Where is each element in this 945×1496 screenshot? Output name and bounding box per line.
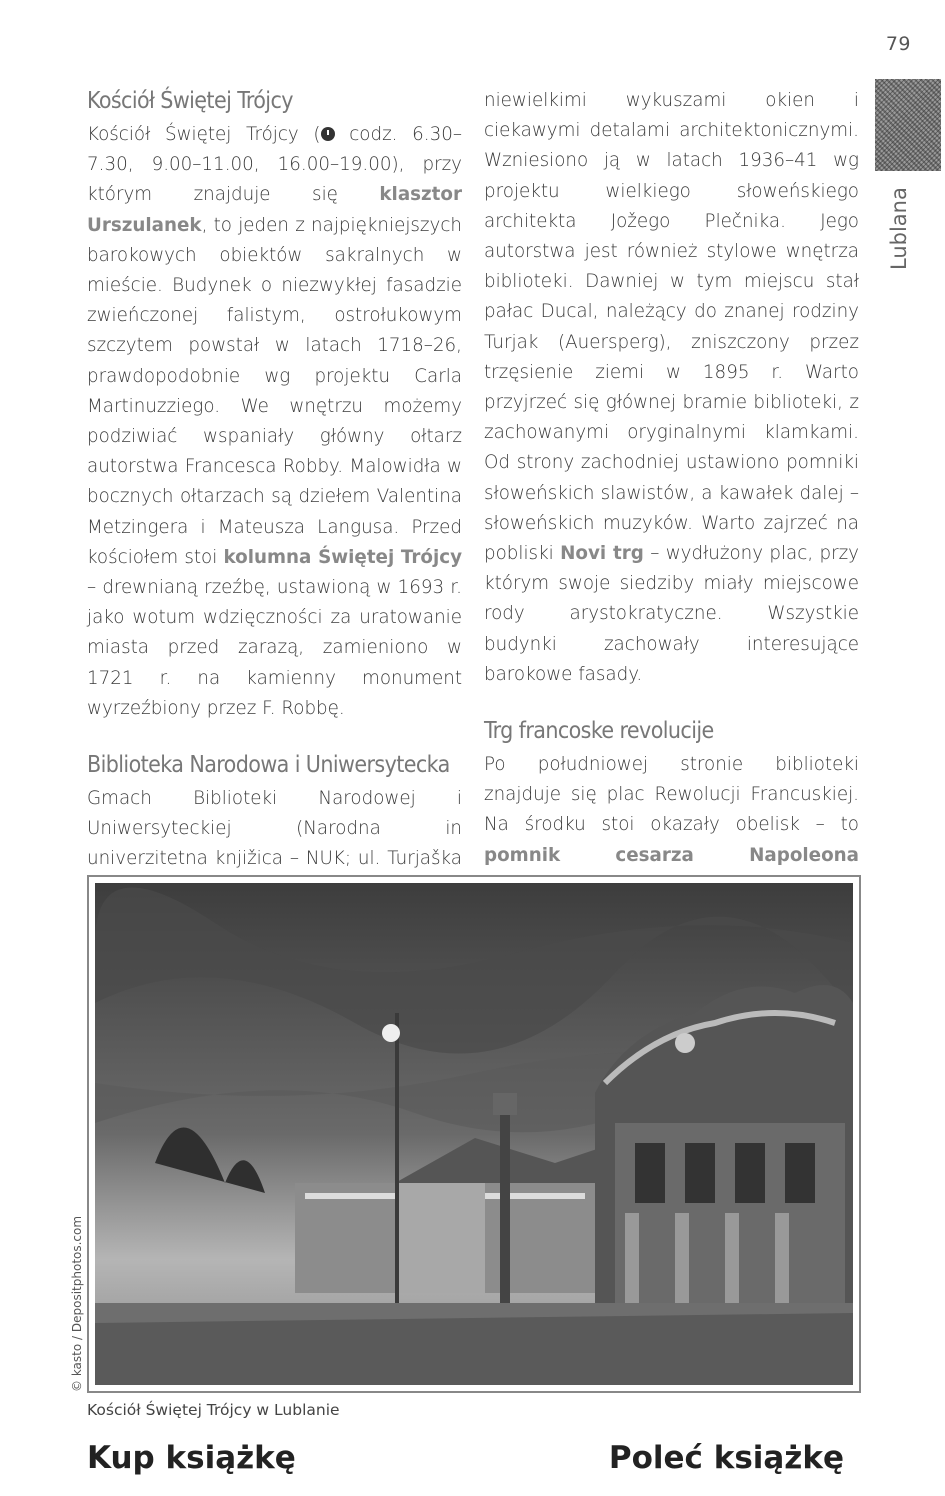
highlight-novi-trg: Novi trg <box>560 543 644 565</box>
buy-book-link[interactable]: Kup książkę <box>87 1440 296 1476</box>
highlight-ursuline-monastery: klasztor Urszulanek <box>87 184 462 236</box>
section-text: Gmach Biblioteki Narodowej i Uniwersyteckiej (Narodna in univerzitetna knjižica – NUK; ul. Turjaška <box>87 788 462 870</box>
text-run: Po południowej stronie biblioteki znajduje się plac Rewolucji Francuskiej. Na środku stoi okazały obelisk – to <box>484 754 859 836</box>
clock-icon <box>321 127 335 141</box>
text-run: – drewnianą rzeźbę, ustawioną w 1693 r. jako wotum wdzięczności za uratowanie miasta przed zarazą, zamieniono w 1721 r. na kamienny monument wyrzeźbiony przez F. Robbę. <box>87 577 462 719</box>
highlight-napoleon-monument: pomnik cesarza Napoleona <box>484 844 859 866</box>
text-run: niewielkimi wykuszami okien i ciekawymi detalami architektonicznymi. Wzniesiono ją w latach 1936–41 wg projektu wielkiego słoweńskiego architekta Jožego Plečnika. Jego autorstwa jest również stylowe wnętrza biblioteki. Dawniej w tym miejscu stał pałac Ducal, należący do znanej rodziny Turjak (Auersperg), zniszczony przez trzęsienie ziemi w 1895 r. Warto przyjrzeć się głównej bramie biblioteki, z zachowanymi oryginalnymi klamkami. Od strony zachodniej ustawiono pomniki słoweńskich slawistów, a kawałek dalej – słoweńskich muzyków. Warto zajrzeć na pobliski <box>484 90 859 565</box>
recommend-book-link[interactable]: Poleć książkę <box>608 1440 844 1476</box>
text-run: codz. 6.30–7.30, 9.00–11.00, 16.00–19.00), przy którym znajduje się <box>87 124 463 206</box>
section-text <box>87 120 462 724</box>
section-trinity-church <box>87 86 462 724</box>
text-run: – wydłużony plac, przy którym swoje siedziby miały miejscowe rody arystokratyczne. Wszystkie budynki zachowały interesujące barokowe fasady. <box>484 543 860 685</box>
right-column <box>484 86 859 957</box>
page-number: 79 <box>885 33 911 55</box>
photo-credit: © kasto / Depositphotos.com <box>70 1215 84 1392</box>
church-photo <box>87 875 861 1393</box>
section-heading: Trg francoske revolucije <box>484 718 714 745</box>
side-tab-label: Lublana <box>887 187 911 270</box>
side-tab-block <box>875 79 941 171</box>
section-library-continued <box>484 86 859 690</box>
left-column <box>87 86 462 961</box>
section-heading: Kościół Świętej Trójcy <box>87 88 293 114</box>
text-run: Kościół Świętej Trójcy ( <box>87 124 321 145</box>
section-heading: Biblioteka Narodowa i Uniwersytecka <box>87 752 450 779</box>
section-text <box>484 86 859 690</box>
highlight-trinity-column: kolumna Świętej Trójcy <box>223 546 462 568</box>
church-photo-illustration <box>95 883 853 1385</box>
text-run: , to jeden z najpiękniejszych barokowych obiektów sakralnych w mieście. Budynek o niezwykłej fasadzie zwieńczonej falistym, ostrołukowym szczytem powstał w latach 1718–26, prawdopodobnie wg projektu Carla Martinuzziego. We wnętrzu możemy podziwiać wspaniały główny ołtarz autorstwa Francesca Robby. Malowidła w bocznych ołtarzach są dziełem Valentina Metzingera i Mateusza Langusa. Przed kościołem stoi <box>87 214 462 568</box>
photo-caption: Kościół Świętej Trójcy w Lublanie <box>87 1401 340 1419</box>
